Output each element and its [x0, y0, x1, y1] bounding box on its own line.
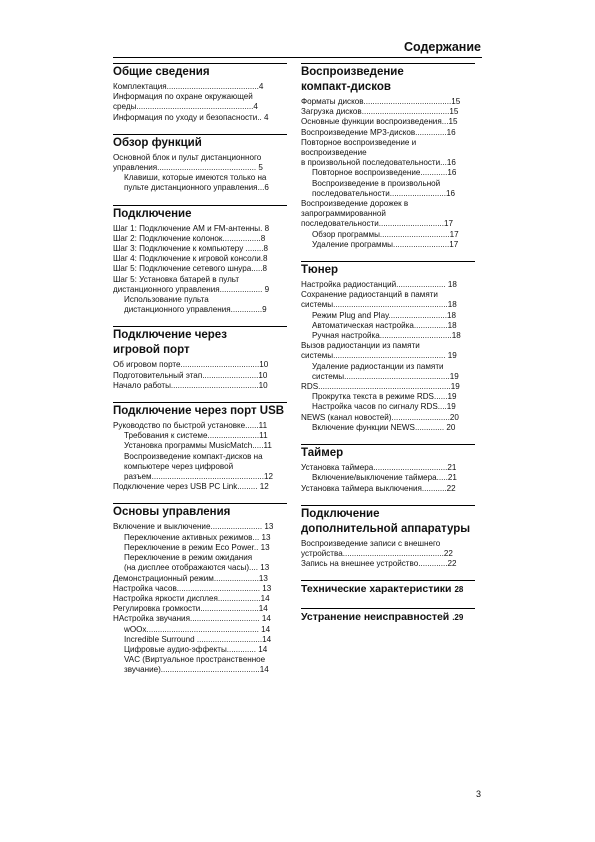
- toc-entry-line: Загрузка дисков.......................................15: [301, 107, 459, 117]
- toc-entry-line: Использование пульта: [124, 295, 209, 305]
- toc-entry: [113, 604, 287, 614]
- section-title-line: Подключение через порт USB: [113, 405, 285, 418]
- toc-entry-line: Переключение в режим ожидания: [124, 553, 253, 563]
- toc-subentry: [113, 553, 287, 573]
- toc-entry: [113, 584, 287, 594]
- section-title: [113, 205, 287, 222]
- toc-section: [301, 261, 475, 433]
- toc-entry-line: Шаг 5: Подключение сетевого шнура.....8: [113, 264, 267, 274]
- toc-section: [113, 134, 287, 194]
- toc-entry-line: запрограммированной: [301, 209, 386, 219]
- toc-entry-line: Установка программы MusicMatch.....11: [124, 441, 272, 451]
- toc-entry: [113, 153, 287, 173]
- single-title-page: 28: [454, 585, 464, 595]
- toc-subentry: [301, 402, 475, 412]
- toc-section: [301, 444, 475, 494]
- toc-entry-line: среды....................................................4: [113, 102, 258, 112]
- toc-entry: [301, 107, 475, 117]
- toc-entry-line: Форматы дисков.......................................15: [301, 97, 461, 106]
- toc-entry: [301, 559, 475, 569]
- toc-entry-line: VAC (Виртуальное пространственное: [124, 655, 266, 665]
- toc-entry-line: пульте дистанционного управления...6: [124, 183, 269, 193]
- toc-entry-line: Подготовительный этап.........................10: [113, 370, 268, 380]
- single-title-text: Устранение неисправностей: [301, 611, 450, 624]
- toc-section: [113, 326, 287, 391]
- toc-subentry: [113, 543, 287, 553]
- page-header-title: Содержание: [403, 40, 481, 54]
- toc-entry-line: wOOx.................................................. 14: [124, 624, 271, 634]
- toc-entry-line: Воспроизведение компакт-дисков на: [124, 451, 263, 461]
- toc-right-column: [301, 63, 475, 636]
- toc-entry: [113, 522, 287, 532]
- toc-entry-line: Включение и выключение....................... 13: [113, 522, 274, 532]
- toc-subentry: [113, 625, 287, 635]
- toc-entry-line: Воспроизведение в произвольной: [312, 178, 441, 188]
- toc-entry-line: RDS...........................................................19: [301, 382, 460, 392]
- toc-subentry: [301, 362, 475, 382]
- toc-entry-line: Включение/выключение таймера.....21: [312, 473, 457, 483]
- section-title-line: Подключение: [301, 507, 380, 520]
- toc-subentry: [113, 431, 287, 441]
- section-title-line: Воспроизведение: [301, 66, 404, 78]
- section-title-line: Тюнер: [301, 264, 339, 277]
- toc-entry-line: Об игровом порте...................................10: [113, 360, 269, 370]
- toc-entry: [113, 224, 287, 234]
- toc-entry-line: Вызов радиостанции из памяти: [301, 341, 420, 351]
- toc-entry: [301, 413, 475, 423]
- toc-entry: [113, 275, 287, 295]
- toc-entry: [113, 264, 287, 274]
- toc-entry-line: Настройка часов по сигналу RDS....19: [312, 402, 456, 412]
- toc-single-title: [301, 580, 475, 597]
- section-title-line: Подключение: [113, 207, 192, 220]
- toc-entry: [301, 539, 475, 559]
- toc-entry-line: Установка таймера выключения...........22: [301, 483, 456, 493]
- toc-subentry: [113, 645, 287, 655]
- toc-entry: [301, 484, 475, 494]
- toc-subentry: [113, 173, 287, 193]
- section-title: [301, 63, 475, 95]
- toc-left-column: [113, 63, 287, 687]
- toc-entry: [113, 371, 287, 381]
- toc-entry-line: Шаг 1: Подключение AM и FM-антенны. 8: [113, 223, 270, 233]
- toc-entry: [113, 381, 287, 391]
- toc-subentry: [301, 392, 475, 402]
- section-title: [113, 326, 287, 358]
- toc-entry-line: Настройка яркости дисплея...................14: [113, 593, 270, 603]
- toc-entry: [301, 128, 475, 138]
- toc-entry-line: НАстройка звучания............................... 14: [113, 614, 271, 624]
- toc-entry: [301, 199, 475, 230]
- toc-entry-line: последовательности.........................16: [312, 188, 455, 198]
- section-title-line: игровой порт: [113, 344, 190, 357]
- toc-section: [113, 503, 287, 675]
- toc-section: [113, 402, 287, 492]
- toc-subentry: [301, 168, 475, 178]
- toc-entry-line: Повторное воспроизведение и: [301, 137, 417, 147]
- toc-entry-line: Повторное воспроизведение............16: [312, 168, 457, 178]
- toc-entry-line: управления............................................ 5: [113, 163, 263, 173]
- toc-single-title: [301, 608, 475, 625]
- toc-entry: [113, 244, 287, 254]
- toc-section: [113, 63, 287, 123]
- toc-entry: [113, 113, 287, 123]
- toc-entry-line: Прокрутка текста в режиме RDS......19: [312, 392, 457, 402]
- toc-subentry: [113, 295, 287, 315]
- toc-subentry: [301, 240, 475, 250]
- toc-entry-line: NEWS (канал новостей)..........................20: [301, 412, 459, 422]
- toc-entry: [301, 97, 475, 107]
- toc-entry-line: дистанционного управления................... 9: [113, 284, 270, 294]
- toc-entry-line: Шаг 3: Подключение к компьютеру ........8: [113, 244, 268, 254]
- toc-entry-line: Запись на внешнее устройство.............22: [301, 559, 457, 569]
- toc-entry-line: Шаг 4: Подключение к игровой консоли.8: [113, 254, 268, 264]
- section-title: [301, 261, 475, 278]
- toc-entry: [113, 82, 287, 92]
- toc-entry: [301, 382, 475, 392]
- toc-entry-line: Включение функции NEWS............. 20: [312, 422, 456, 432]
- section-title-line: компакт-дисков: [301, 81, 392, 93]
- toc-entry-line: разъем..................................................12: [124, 472, 274, 482]
- toc-entry: [113, 421, 287, 431]
- toc-entry: [301, 290, 475, 310]
- toc-entry-line: Переключение активных режимов... 13: [124, 532, 271, 542]
- toc-entry-line: устройства.............................................22: [301, 548, 453, 558]
- toc-entry: [113, 360, 287, 370]
- section-title: [301, 444, 475, 461]
- toc-entry-line: Воспроизведение MP3-дисков..............16: [301, 127, 456, 137]
- toc-entry-line: системы...............................................19: [312, 371, 459, 381]
- section-title: [113, 63, 287, 80]
- toc-entry-line: Информация по уходу и безопасности.. 4: [113, 112, 269, 122]
- toc-subentry: [113, 452, 287, 483]
- toc-entry-line: Воспроизведение дорожек в: [301, 199, 409, 209]
- toc-entry: [301, 341, 475, 361]
- toc-entry-line: Ручная настройка................................18: [312, 331, 461, 341]
- toc-subentry: [301, 230, 475, 240]
- toc-section: [301, 63, 475, 250]
- toc-entry-line: Клавиши, которые имеются только на: [124, 173, 267, 183]
- toc-subentry: [113, 533, 287, 543]
- page-number: 3: [475, 789, 481, 799]
- toc-entry-line: Шаг 5: Установка батарей в пульт: [113, 274, 240, 284]
- toc-entry-line: Основные функции воспроизведения...15: [301, 117, 458, 127]
- toc-entry-line: Удаление программы.........................17: [312, 239, 459, 249]
- toc-entry-line: воспроизведение: [301, 148, 367, 158]
- toc-subentry: [301, 311, 475, 321]
- toc-entry-line: системы...................................................18: [301, 300, 457, 310]
- section-title-line: Общие сведения: [113, 66, 210, 78]
- toc-entry: [113, 482, 287, 492]
- toc-entry-line: Комплектация.........................................4: [113, 82, 264, 91]
- toc-entry-line: Основной блок и пульт дистанционного: [113, 152, 262, 162]
- toc-entry: [301, 117, 475, 127]
- toc-entry-line: Обзор программы...............................17: [312, 229, 459, 239]
- toc-entry-line: Шаг 2: Подключение колонок.................8: [113, 233, 266, 243]
- toc-section: [301, 505, 475, 570]
- toc-entry-line: Подключение через USB PC Link......... 12: [113, 482, 269, 492]
- section-title: [113, 503, 287, 520]
- section-title-line: дополнительной аппаратуры: [301, 522, 471, 535]
- toc-subentry: [301, 473, 475, 483]
- toc-entry: [113, 234, 287, 244]
- toc-entry-line: Установка таймера.................................21: [301, 463, 457, 473]
- toc-entry: [113, 574, 287, 584]
- toc-section: [113, 205, 287, 316]
- toc-subentry: [301, 331, 475, 341]
- section-title-line: Основы управления: [113, 506, 231, 519]
- toc-entry-line: Регулировка громкости..........................14: [113, 604, 268, 614]
- section-title: [113, 402, 287, 419]
- toc-entry-line: Сохранение радиостанций в памяти: [301, 290, 438, 300]
- toc-entry-line: Переключение в режим Eco Power.. 13: [124, 542, 270, 552]
- toc-entry-line: Руководство по быстрой установке......11: [113, 421, 268, 431]
- section-title: [113, 134, 287, 151]
- toc-entry-line: Информация по охране окружающей: [113, 92, 253, 102]
- toc-entry: [301, 463, 475, 473]
- single-title-text: Технические характеристики: [301, 583, 452, 596]
- toc-entry-line: Удаление радиостанции из памяти: [312, 361, 444, 371]
- toc-entry-line: звучание)............................................14: [124, 665, 269, 675]
- toc-subentry: [301, 321, 475, 331]
- toc-subentry: [301, 179, 475, 199]
- toc-entry-line: Цифровые аудио-эффекты............. 14: [124, 644, 268, 654]
- toc-entry: [301, 280, 475, 290]
- toc-entry: [113, 594, 287, 604]
- toc-entry-line: в произвольной последовательности...16: [301, 158, 456, 168]
- header-rule: [113, 57, 482, 58]
- toc-entry-line: Воспроизведение записи с внешнего: [301, 538, 441, 548]
- toc-entry-line: Настройка радиостанций...................... 18: [301, 280, 457, 290]
- section-title: [301, 505, 475, 537]
- toc-subentry: [113, 635, 287, 645]
- toc-entry-line: Начало работы.......................................10: [113, 380, 268, 390]
- toc-entry-line: Демонстрационный режим....................13: [113, 573, 268, 583]
- toc-entry-line: Требования к системе.......................11: [124, 431, 268, 441]
- single-title-page: .29: [452, 613, 464, 623]
- toc-entry-line: Автоматическая настройка...............18: [312, 320, 457, 330]
- toc-entry: [113, 614, 287, 624]
- section-title-line: Подключение через: [113, 329, 227, 342]
- toc-entry: [113, 92, 287, 112]
- toc-entry-line: (на дисплее отображаются часы).... 13: [124, 563, 270, 573]
- toc-entry: [113, 254, 287, 264]
- toc-subentry: [113, 441, 287, 451]
- toc-entry-line: последовательности.............................17: [301, 219, 453, 229]
- toc-subentry: [113, 655, 287, 675]
- toc-entry-line: Режим Plug and Play..........................18: [312, 310, 457, 320]
- toc-entry-line: Incredible Surround .............................14: [124, 634, 272, 644]
- section-title-line: Обзор функций: [113, 136, 202, 149]
- section-title-line: Таймер: [301, 447, 344, 460]
- toc-entry-line: системы.................................................. 19: [301, 351, 457, 361]
- toc-entry-line: дистанционного управления..............9: [124, 305, 267, 315]
- toc-entry-line: компьютере через цифровой: [124, 461, 234, 471]
- toc-entry: [301, 138, 475, 169]
- toc-subentry: [301, 423, 475, 433]
- toc-entry-line: Настройка часов..................................... 13: [113, 583, 272, 593]
